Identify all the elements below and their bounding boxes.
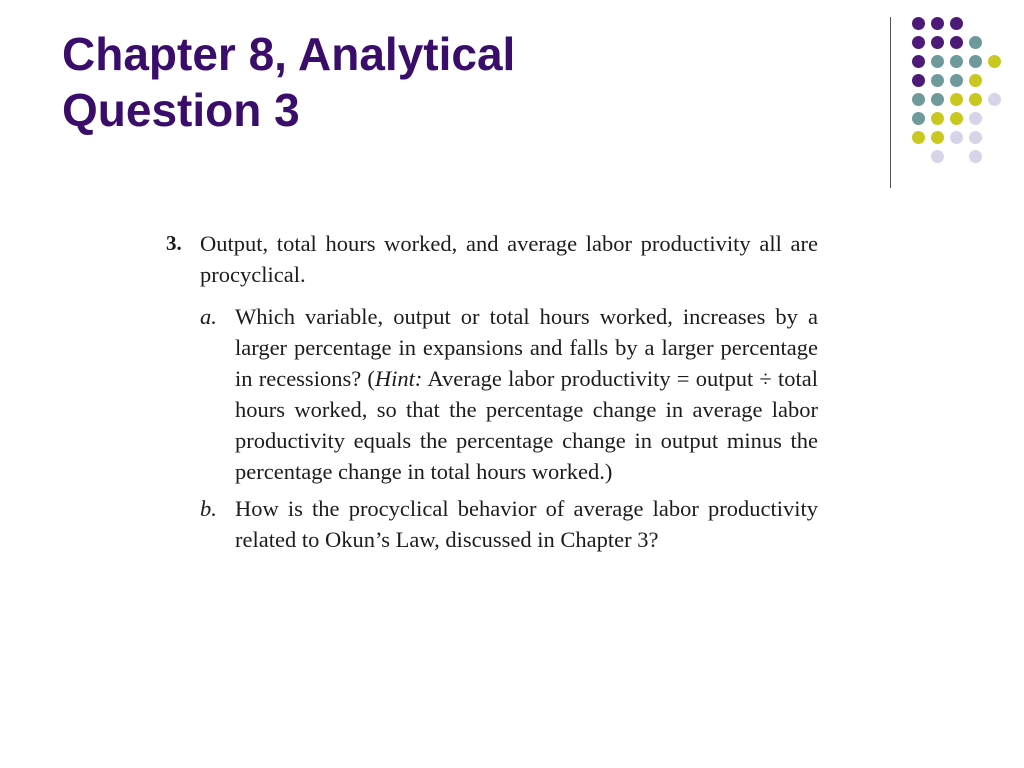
decor-dot	[931, 36, 944, 49]
question-stem	[166, 228, 818, 290]
decor-dot	[912, 112, 925, 125]
decor-dot	[950, 112, 963, 125]
decor-dot	[969, 74, 982, 87]
title-line-2: Question 3	[62, 84, 300, 136]
hint-label: Hint:	[374, 366, 423, 391]
decor-dot	[988, 93, 1001, 106]
decor-dot	[988, 55, 1001, 68]
decor-dot	[950, 74, 963, 87]
title-divider	[890, 17, 891, 188]
decor-dot	[912, 131, 925, 144]
sub-question-text	[235, 301, 818, 487]
sub-question-a	[200, 301, 818, 487]
decor-dot	[912, 36, 925, 49]
decor-dot	[969, 150, 982, 163]
title-line-1: Chapter 8, Analytical	[62, 28, 516, 80]
decor-dot	[969, 55, 982, 68]
decor-dot	[931, 74, 944, 87]
decor-dot	[931, 112, 944, 125]
decor-dot	[969, 36, 982, 49]
slide-title	[62, 26, 822, 138]
decor-dot	[912, 93, 925, 106]
decor-dot	[950, 131, 963, 144]
decor-dot	[931, 55, 944, 68]
sub-question-b	[200, 493, 818, 555]
decor-dot	[912, 55, 925, 68]
question-number: 3.	[166, 231, 182, 255]
decor-dot	[931, 150, 944, 163]
decor-dot	[950, 17, 963, 30]
decor-dot	[969, 93, 982, 106]
decor-dot	[931, 131, 944, 144]
decor-dot	[950, 55, 963, 68]
sub-question-text: How is the procyclical behavior of average labor productivity related to Okun’s Law, discussed in Chapter 3?	[235, 496, 818, 552]
question-text: Output, total hours worked, and average labor productivity all are procyclical.	[200, 231, 818, 287]
decor-dot	[912, 74, 925, 87]
sub-question-text-part: Which variable, output or total hours worked, increases by a larger percentage in expansions and falls by a larger percentage in recessions? (	[235, 304, 818, 391]
sub-question-letter: a.	[200, 304, 217, 329]
sub-question-text-part: Average labor productivity = output ÷ total hours worked, so that the percentage change in average labor productivity equals the percentage change in output minus the percentage change in total hours worked.)	[235, 366, 818, 484]
decor-dot	[912, 17, 925, 30]
decor-dot	[969, 112, 982, 125]
decor-dot	[950, 93, 963, 106]
decor-dot	[950, 36, 963, 49]
sub-question-list	[200, 301, 818, 555]
decor-dot	[931, 17, 944, 30]
decor-dot	[969, 131, 982, 144]
decor-dot	[931, 93, 944, 106]
sub-question-letter: b.	[200, 496, 217, 521]
question-block	[166, 228, 818, 561]
